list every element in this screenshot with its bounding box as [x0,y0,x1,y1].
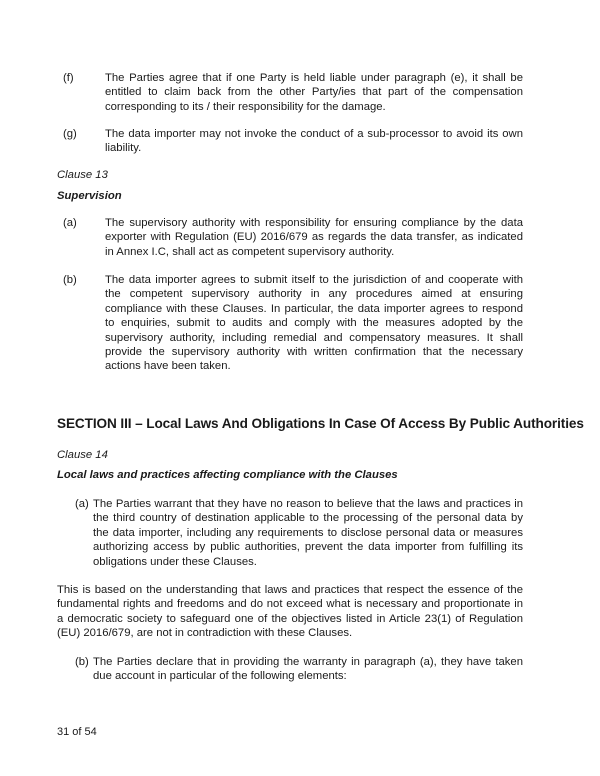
clause14-title: Local laws and practices affecting compliance with the Clauses [57,469,398,481]
item-text: The data importer may not invoke the conduct of a sub-processor to avoid its own liability. [105,128,523,155]
clause14-item-b [57,655,523,684]
clause12-item-g [57,127,523,156]
clause13-number: Clause 13 [57,169,108,181]
item-label: (a) [63,217,77,229]
clause13-item-b [57,273,523,374]
clause14-number: Clause 14 [57,449,108,461]
item-label: (g) [63,128,77,140]
clause13-title: Supervision [57,190,122,202]
item-text: The Parties warrant that they have no reason to believe that the laws and practices in the third country of destination applicable to the processing of the personal data by the data importer, including any requirements to disclose personal data or measures authorizing access by public authorities, prevent the data importer from fulfilling its obligations under these Clauses. [93,498,523,568]
item-label: (a) [75,498,89,510]
item-label: (b) [63,274,77,286]
clause12-item-f [57,71,523,114]
item-label: (b) [75,656,89,668]
item-text: The Parties declare that in providing the warranty in paragraph (a), they have taken due account in particular of the following elements: [93,656,523,683]
page-number: 31 of 54 [57,726,97,738]
section-heading: SECTION III – Local Laws And Obligations In Case Of Access By Public Authorities [57,416,584,431]
item-text: The supervisory authority with responsibility for ensuring compliance by the data exporter with Regulation (EU) 2016/679 as regards the data transfer, as indicated in Annex I.C, shall act as competent supervisory authority. [105,217,523,258]
clause14-paragraph: This is based on the understanding that laws and practices that respect the essence of the fundamental rights and freedoms and do not exceed what is necessary and proportionate in a democratic society to safeguard one of the objectives listed in Article 23(1) of Regulation (EU) 2016/679, are not in contradiction with these Clauses. [57,584,523,640]
item-text: The Parties agree that if one Party is held liable under paragraph (e), it shall be entitled to claim back from the other Party/ies that part of the compensation corresponding to its / their responsibility for the damage. [105,72,523,113]
clause14-item-a [57,497,523,569]
clause13-item-a [57,216,523,259]
item-label: (f) [63,72,74,84]
item-text: The data importer agrees to submit itself to the jurisdiction of and cooperate with the competent supervisory authority in any procedures aimed at ensuring compliance with these Clauses. In particular, the data importer agrees to respond to enquiries, submit to audits and comply with the measures adopted by the supervisory authority, including remedial and compensatory measures. It shall provide the supervisory authority with written confirmation that the necessary actions have been taken. [105,274,523,373]
